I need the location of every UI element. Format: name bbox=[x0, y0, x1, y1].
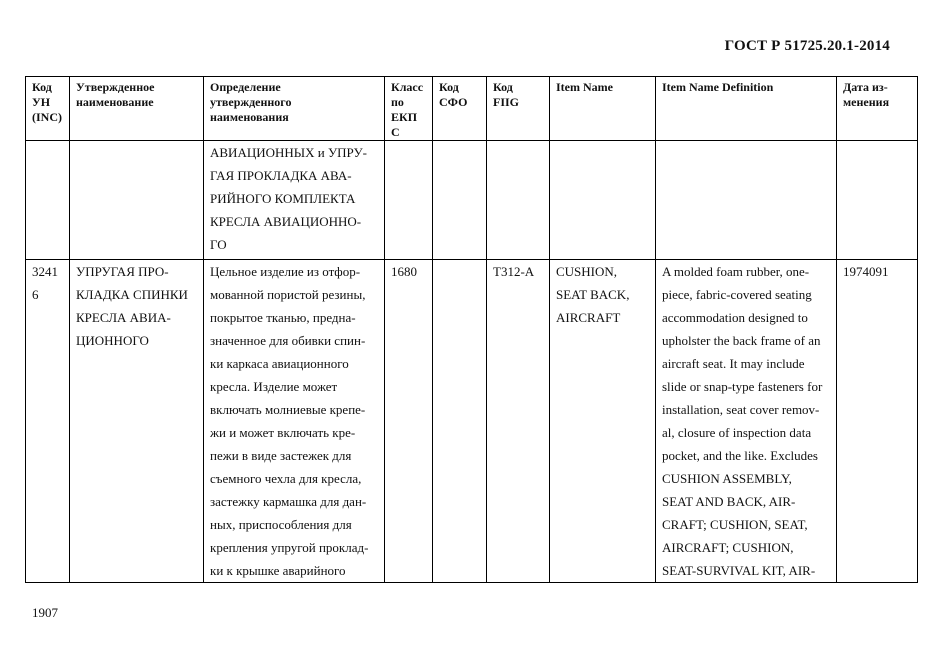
cell-sfo bbox=[433, 141, 487, 260]
cell-inc bbox=[26, 141, 70, 260]
text-line: ГО bbox=[210, 237, 227, 252]
col-header-sfo bbox=[433, 77, 487, 141]
cell-item-definition bbox=[656, 141, 837, 260]
table-row-continuation bbox=[26, 141, 918, 260]
text-line: КРЕСЛА АВИА- bbox=[76, 310, 171, 325]
text-line: Item Name Definition bbox=[662, 80, 774, 94]
text-line: CRAFT; CUSHION, SEAT, bbox=[662, 517, 808, 532]
text-line: застежку кармашка для дан- bbox=[210, 494, 367, 509]
text-line: CUSHION ASSEMBLY, bbox=[662, 471, 792, 486]
col-header-item-definition bbox=[656, 77, 837, 141]
col-header-class bbox=[385, 77, 433, 141]
text-line: СФО bbox=[439, 95, 468, 109]
text-line: КЛАДКА СПИНКИ bbox=[76, 287, 188, 302]
text-line: пежи в виде застежек для bbox=[210, 448, 352, 463]
text-line: С bbox=[391, 125, 400, 139]
text-line: A molded foam rubber, one- bbox=[662, 264, 810, 279]
text-line: (INC) bbox=[32, 110, 62, 124]
cell-inc: 32416 bbox=[26, 260, 70, 583]
text-line: ЦИОННОГО bbox=[76, 333, 149, 348]
text-line: покрытое тканью, предна- bbox=[210, 310, 356, 325]
text-line: installation, seat cover remov- bbox=[662, 402, 820, 417]
col-header-approved-name bbox=[70, 77, 204, 141]
text-line: Цельное изделие из отфор- bbox=[210, 264, 361, 279]
cell-item-definition bbox=[656, 260, 837, 583]
text-line: ки к крышке аварийного bbox=[210, 563, 346, 578]
text-line: по bbox=[391, 95, 404, 109]
text-line: CUSHION, bbox=[556, 264, 618, 279]
text-line: наименования bbox=[210, 110, 289, 124]
text-line: ных, приспособления для bbox=[210, 517, 352, 532]
cell-change-date: 1974091 bbox=[837, 260, 918, 583]
text-line: Класс bbox=[391, 80, 424, 94]
cell-change-date bbox=[837, 141, 918, 260]
col-header-item-name bbox=[550, 77, 656, 141]
col-header-change-date bbox=[837, 77, 918, 141]
text-line: УН bbox=[32, 95, 51, 109]
text-line: slide or snap-type fasteners for bbox=[662, 379, 823, 394]
text-line: pocket, and the like. Excludes bbox=[662, 448, 818, 463]
cell-item-name bbox=[550, 260, 656, 583]
col-header-inc bbox=[26, 77, 70, 141]
text-line: кресла. Изделие может bbox=[210, 379, 338, 394]
cell-approved-name bbox=[70, 260, 204, 583]
cell-fiig: T312-A bbox=[487, 260, 550, 583]
page-number: 1907 bbox=[32, 605, 58, 620]
text-line: жи и может включать кре- bbox=[210, 425, 356, 440]
cell-definition bbox=[204, 141, 385, 260]
cell-class bbox=[385, 141, 433, 260]
text-line: съемного чехла для кресла, bbox=[210, 471, 362, 486]
text-line: АВИАЦИОННЫХ и УПРУ- bbox=[210, 145, 367, 160]
text-line: AIRCRAFT; CUSHION, bbox=[662, 540, 794, 555]
text-line: aircraft seat. It may include bbox=[662, 356, 805, 371]
text-line: Утвержденное bbox=[76, 80, 155, 94]
text-line: accommodation designed to bbox=[662, 310, 808, 325]
text-line: FIIG bbox=[493, 95, 520, 109]
text-line: SEAT AND BACK, AIR- bbox=[662, 494, 796, 509]
col-header-definition bbox=[204, 77, 385, 141]
cell-item-name bbox=[550, 141, 656, 260]
document-code: ГОСТ Р 51725.20.1-2014 bbox=[724, 38, 890, 54]
text-line: ЕКП bbox=[391, 110, 418, 124]
text-line: Код bbox=[32, 80, 52, 94]
cell-class: 1680 bbox=[385, 260, 433, 583]
text-line: утвержденного bbox=[210, 95, 292, 109]
table-row bbox=[26, 260, 918, 583]
text-line: SEAT BACK, bbox=[556, 287, 630, 302]
text-line: менения bbox=[843, 95, 890, 109]
text-line: крепления упругой проклад- bbox=[210, 540, 369, 555]
text-line: upholster the back frame of an bbox=[662, 333, 821, 348]
text-line: ГАЯ ПРОКЛАДКА АВА- bbox=[210, 168, 352, 183]
table-header-row bbox=[26, 77, 918, 141]
text-line: piece, fabric-covered seating bbox=[662, 287, 812, 302]
item-names-table bbox=[25, 76, 918, 583]
text-line: РИЙНОГО КОМПЛЕКТА bbox=[210, 191, 356, 206]
text-line: Код bbox=[493, 80, 513, 94]
text-line: Item Name bbox=[556, 80, 613, 94]
text-line: AIRCRAFT bbox=[556, 310, 621, 325]
text-line: SEAT-SURVIVAL KIT, AIR- bbox=[662, 563, 816, 578]
text-line: наименование bbox=[76, 95, 154, 109]
text-line: УПРУГАЯ ПРО- bbox=[76, 264, 169, 279]
text-line: мованной пористой резины, bbox=[210, 287, 366, 302]
cell-definition bbox=[204, 260, 385, 583]
cell-sfo bbox=[433, 260, 487, 583]
text-line: Определение bbox=[210, 80, 281, 94]
text-line: включать молниевые крепе- bbox=[210, 402, 366, 417]
text-line: al, closure of inspection data bbox=[662, 425, 812, 440]
text-line: ки каркаса авиационного bbox=[210, 356, 349, 371]
text-line: значенное для обивки спин- bbox=[210, 333, 366, 348]
col-header-fiig bbox=[487, 77, 550, 141]
cell-approved-name bbox=[70, 141, 204, 260]
cell-fiig bbox=[487, 141, 550, 260]
text-line: Дата из- bbox=[843, 80, 888, 94]
text-line: Код bbox=[439, 80, 459, 94]
text-line: КРЕСЛА АВИАЦИОННО- bbox=[210, 214, 362, 229]
